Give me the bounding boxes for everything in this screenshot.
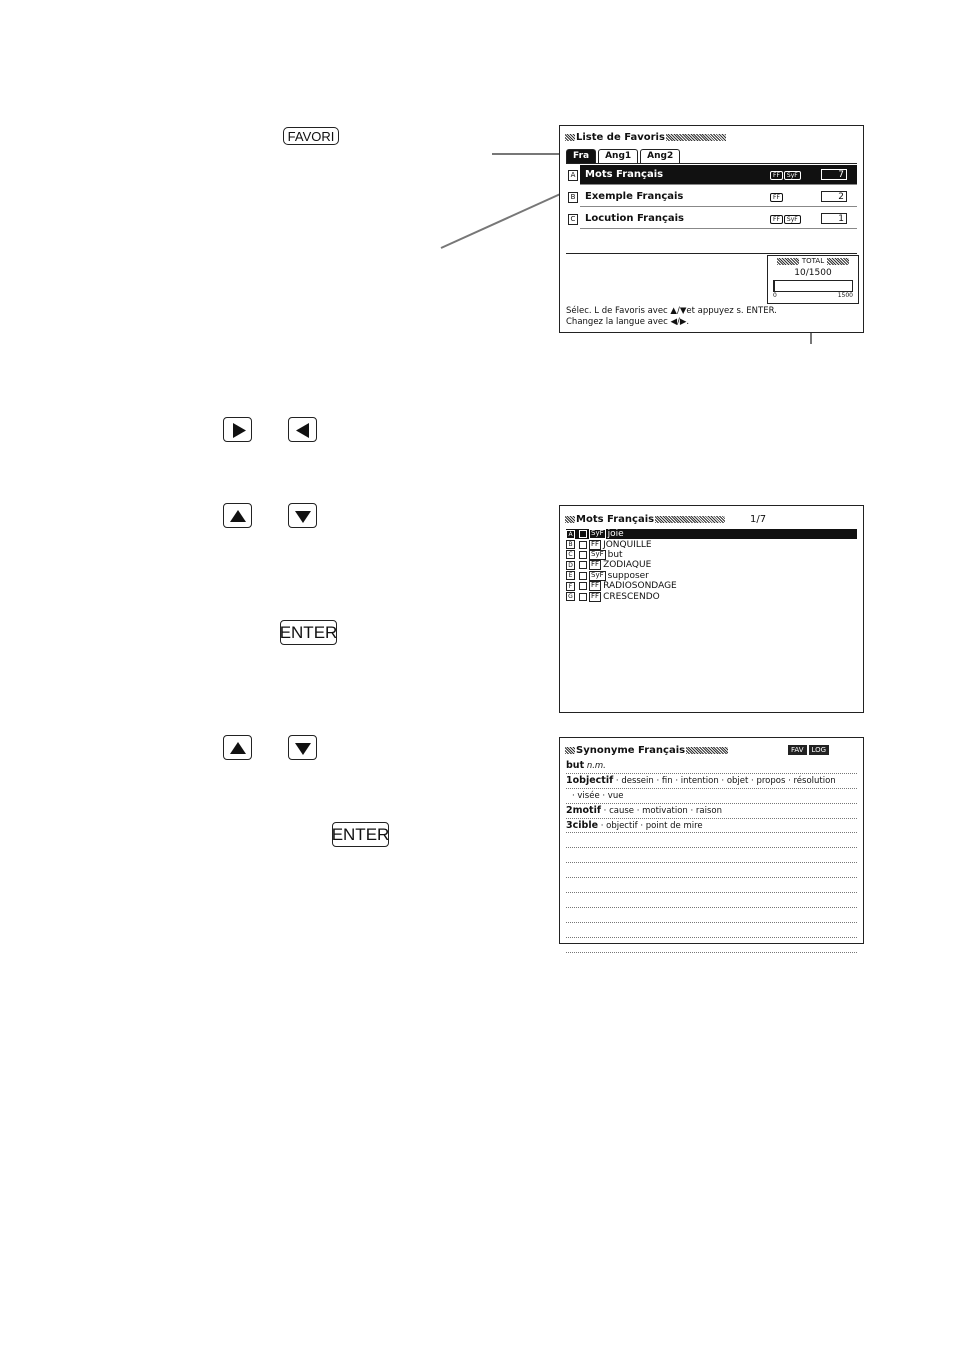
part-of-speech: n.m.: [586, 761, 606, 771]
log-badge: LOG: [809, 745, 830, 755]
headword-line: [566, 759, 857, 774]
item-word: CRESCENDO: [603, 591, 660, 602]
checkbox[interactable]: [579, 582, 587, 590]
hatch-decoration: [827, 258, 849, 265]
hatch-decoration: [777, 258, 799, 265]
synonym-screen: [559, 737, 864, 944]
item-letter: A: [566, 530, 575, 539]
row-count: 7: [821, 169, 847, 180]
checkbox[interactable]: [579, 593, 587, 601]
favorites-row-mots[interactable]: [566, 165, 857, 185]
divider: [566, 163, 857, 164]
row-tags: [770, 171, 801, 180]
synonym-title: Synonyme Français: [576, 745, 686, 756]
list-item[interactable]: [566, 539, 857, 549]
empty-line: [566, 893, 857, 908]
sense-line: [566, 819, 857, 834]
item-word: JONQUILLE: [603, 539, 652, 550]
list-title: Mots Français: [576, 514, 655, 525]
row-name: Exemple Français: [585, 191, 684, 202]
down-arrow-icon: [289, 736, 318, 761]
divider: [566, 253, 857, 254]
item-tag: FF: [591, 591, 600, 600]
mode-badges: [788, 745, 829, 755]
favorites-title: Liste de Favoris: [576, 132, 665, 143]
empty-line: [566, 863, 857, 878]
up-arrow-icon: [224, 504, 253, 529]
word-list: [566, 529, 857, 602]
enter-key[interactable]: ENTER: [280, 620, 337, 645]
headword: but: [566, 760, 585, 771]
help-line: Changez la langue avec ◀/▶.: [566, 317, 690, 327]
left-arrow-icon: [289, 418, 318, 443]
item-letter: C: [566, 550, 575, 559]
gauge-max: 1500: [837, 292, 853, 299]
empty-line: [566, 848, 857, 863]
favorites-row-exemple[interactable]: [566, 187, 857, 207]
row-letter: B: [568, 192, 578, 203]
item-tag: SyF: [591, 529, 604, 538]
total-value: 10/1500: [794, 268, 832, 278]
total-box: [767, 255, 859, 304]
item-tag: FF: [591, 539, 600, 548]
sense-head: motif: [572, 804, 601, 816]
up-arrow-icon: [224, 736, 253, 761]
help-line: Sélec. L de Favoris avec ▲/▼et appuyez s. ENTER.: [566, 306, 777, 316]
left-arrow-key[interactable]: [288, 417, 317, 442]
screen-title: [565, 514, 725, 525]
row-count: 1: [821, 213, 847, 224]
down-arrow-key[interactable]: [288, 735, 317, 760]
screen-title: [565, 745, 728, 756]
checkbox[interactable]: [579, 551, 587, 559]
checkbox[interactable]: [579, 541, 587, 549]
screen-title: [565, 132, 726, 143]
tag-badge: FF: [770, 171, 783, 180]
item-tag: FF: [591, 560, 600, 569]
tag-badge: SyF: [784, 215, 801, 224]
row-tags: [770, 193, 783, 202]
up-arrow-key[interactable]: [223, 735, 252, 760]
language-tabs: [566, 149, 680, 163]
total-label: TOTAL: [801, 257, 825, 265]
sense-synonyms: · dessein · fin · intention · objet · propos · résolution: [613, 775, 836, 786]
list-item[interactable]: [566, 591, 857, 601]
item-word: RADIOSONDAGE: [603, 581, 677, 592]
row-letter: A: [568, 170, 578, 181]
page-counter: 1/7: [750, 514, 767, 525]
sense-synonyms: · objectif · point de mire: [598, 820, 703, 831]
up-arrow-key[interactable]: [223, 503, 252, 528]
tab-ang1[interactable]: Ang1: [598, 149, 638, 163]
sense-head: objectif: [572, 774, 614, 786]
empty-line: [566, 833, 857, 848]
right-arrow-key[interactable]: [223, 417, 252, 442]
empty-line: [566, 923, 857, 938]
item-letter: D: [566, 561, 575, 570]
item-word: supposer: [607, 570, 649, 581]
list-item[interactable]: [566, 571, 857, 581]
total-header: [768, 257, 858, 265]
right-arrow-icon: [224, 418, 253, 443]
list-item[interactable]: [566, 550, 857, 560]
row-tags: [770, 215, 801, 224]
empty-line: [566, 938, 857, 953]
down-arrow-key[interactable]: [288, 503, 317, 528]
total-gauge: [773, 280, 853, 292]
hatch-decoration: [666, 134, 726, 141]
down-arrow-icon: [289, 504, 318, 529]
hatch-decoration: [686, 747, 728, 754]
checkbox[interactable]: [579, 561, 587, 569]
tag-badge: FF: [770, 193, 783, 202]
tag-badge: FF: [770, 215, 783, 224]
item-letter: G: [566, 592, 575, 601]
gauge-min: 0: [773, 292, 777, 299]
list-item[interactable]: [566, 581, 857, 591]
item-tag: SyF: [591, 549, 604, 558]
word-list-screen: [559, 505, 864, 713]
sense-line: [566, 804, 857, 819]
list-item[interactable]: [566, 529, 857, 539]
sense-number: 2: [566, 804, 573, 816]
row-letter: C: [568, 214, 578, 225]
fav-badge: FAV: [788, 745, 807, 755]
enter-key[interactable]: ENTER: [332, 822, 389, 847]
row-name: Mots Français: [585, 169, 664, 180]
empty-line: [566, 908, 857, 923]
hatch-decoration: [565, 747, 575, 754]
row-count: 2: [821, 191, 847, 202]
gauge-fill: [774, 281, 775, 291]
hatch-decoration: [565, 516, 575, 523]
checkbox[interactable]: [579, 530, 587, 538]
help-text: [566, 306, 777, 328]
item-letter: B: [566, 540, 575, 549]
tab-ang2[interactable]: Ang2: [640, 149, 680, 163]
sense-head: cible: [572, 819, 599, 831]
item-letter: E: [566, 571, 575, 580]
item-word: but: [607, 549, 623, 560]
sense-number: 1: [566, 774, 573, 786]
hatch-decoration: [565, 134, 575, 141]
entry-text: [566, 759, 857, 953]
item-word: joie: [607, 529, 624, 540]
tab-fra[interactable]: Fra: [566, 149, 596, 163]
item-letter: F: [566, 582, 575, 591]
sense-line: [566, 774, 857, 789]
sense-synonyms: · cause · motivation · raison: [600, 805, 723, 816]
empty-line: [566, 878, 857, 893]
item-tag: SyF: [591, 570, 604, 579]
tag-badge: SyF: [784, 171, 801, 180]
favorites-row-locution[interactable]: [566, 209, 857, 229]
favori-key[interactable]: FAVORI: [283, 127, 339, 145]
item-tag: FF: [591, 581, 600, 590]
checkbox[interactable]: [579, 572, 587, 580]
sense-synonyms: · visée · vue: [572, 790, 624, 801]
list-item[interactable]: [566, 560, 857, 570]
item-word: ZODIAQUE: [603, 560, 652, 571]
sense-number: 3: [566, 819, 573, 831]
hatch-decoration: [655, 516, 725, 523]
row-name: Locution Français: [585, 213, 685, 224]
favorites-list-screen: [559, 125, 864, 333]
sense-line: [566, 789, 857, 804]
